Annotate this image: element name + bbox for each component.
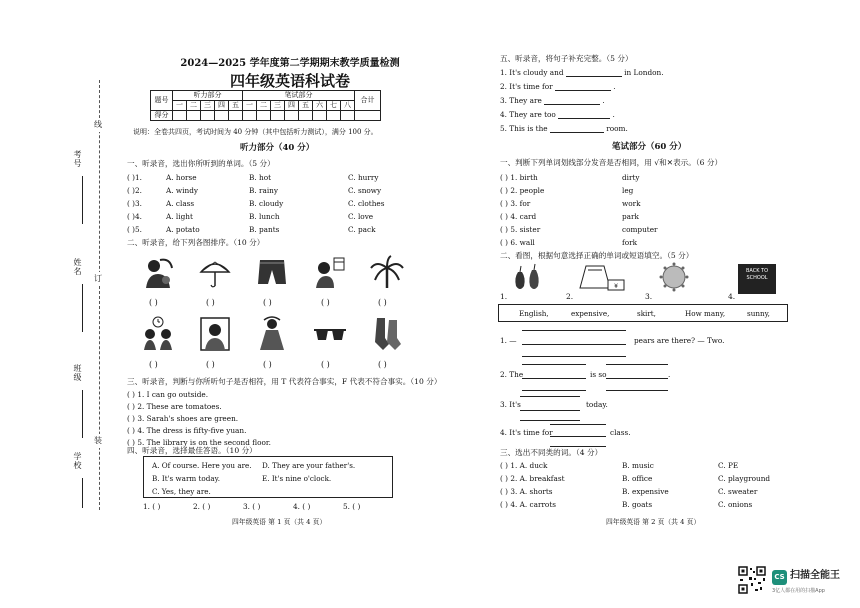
listening-q5-item[interactable]	[500, 110, 615, 119]
option: C. playground	[718, 474, 771, 483]
score-cell[interactable]	[187, 111, 201, 121]
score-cell[interactable]	[243, 111, 257, 121]
word-bank-item: English,	[519, 309, 549, 318]
exam-title: 2024—2025 学年度第二学期期末教学质量检测	[180, 58, 400, 69]
word: park	[622, 212, 639, 221]
score-cell[interactable]	[201, 111, 215, 121]
score-cell[interactable]	[229, 111, 243, 121]
exam-number-label: 考号	[73, 150, 82, 168]
binding-char-ding: 订	[94, 272, 102, 286]
score-cell[interactable]	[257, 111, 271, 121]
pic-label: 1.	[500, 292, 508, 301]
sentence-text: 4. They are too	[500, 110, 556, 119]
option: C. PE	[718, 461, 739, 470]
score-table	[150, 90, 381, 121]
word: work	[622, 199, 641, 208]
word-bank-item: How many,	[685, 309, 726, 318]
sun-picture	[654, 262, 694, 292]
sentence-text: 3. It's	[500, 400, 521, 409]
answer-line[interactable]	[522, 390, 586, 391]
sentence-text: .	[668, 370, 671, 379]
answer-line[interactable]	[606, 390, 668, 391]
answer-line[interactable]	[550, 446, 606, 447]
sentence-text: 1. It's cloudy and	[500, 68, 564, 77]
option: C. snowy	[348, 186, 382, 195]
listening-q5-item[interactable]	[500, 68, 664, 77]
writing-heading: 笔试部分（60 分）	[612, 142, 687, 152]
score-cell[interactable]	[327, 111, 341, 121]
word: fork	[622, 238, 638, 247]
exam-number-line	[82, 176, 83, 224]
answer-line[interactable]	[522, 356, 626, 357]
listening-q5-item[interactable]	[500, 82, 616, 91]
score-table-header: 题号	[151, 91, 173, 111]
girl-in-dress-picture	[254, 316, 290, 352]
answer-line[interactable]	[522, 330, 626, 331]
word-bank-box	[498, 304, 788, 322]
answer-paren[interactable]: ( )	[321, 360, 330, 369]
sentence-text: 1. —	[500, 336, 517, 345]
answer-blank[interactable]	[558, 118, 610, 119]
score-col: 三	[271, 101, 285, 111]
answer-blank[interactable]	[566, 76, 622, 77]
option: C. sweater	[718, 487, 758, 496]
option: C. Yes, they are.	[152, 487, 211, 496]
writing-q1-item[interactable]: ( ) 4. card	[500, 212, 537, 221]
answer-paren[interactable]: ( )	[263, 298, 272, 307]
listening-q3-title: 三、听录音，判断与你所听句子是否相符，用 T 代表符合事实，F 代表不符合事实。（10 分）	[127, 377, 442, 386]
qr-code-icon	[738, 566, 766, 594]
back-to-school-picture	[738, 264, 776, 294]
writing-q1-item[interactable]: ( ) 5. sister	[500, 225, 541, 234]
listening-heading: 听力部分（40 分）	[240, 143, 315, 153]
listening-q4-options-box	[143, 456, 393, 498]
writing-q3-item[interactable]: ( ) 3. A. shorts	[500, 487, 553, 496]
score-cell[interactable]	[313, 111, 327, 121]
name-line	[82, 284, 83, 332]
answer-blank[interactable]	[550, 132, 604, 133]
answer-line[interactable]	[520, 410, 580, 411]
option: B. office	[622, 474, 653, 483]
listening-q4-answer[interactable]: 3. ( )	[243, 502, 261, 511]
pears-picture	[510, 262, 546, 292]
option: A. horse	[166, 173, 197, 182]
writing-q1-item[interactable]: ( ) 2. people	[500, 186, 545, 195]
school-label: 学校	[73, 452, 82, 470]
writing-q2-sentence	[500, 336, 517, 345]
girl-with-calendar-picture	[312, 254, 348, 290]
listening-q1-num[interactable]: ( )4.	[127, 212, 142, 221]
page-1-footer: 四年级英语 第 1 页（共 4 页）	[232, 518, 327, 526]
answer-paren[interactable]: ( )	[149, 360, 158, 369]
sentence-text: in London.	[624, 68, 664, 77]
page-2-footer: 四年级英语 第 2 页（共 4 页）	[606, 518, 701, 526]
answer-paren[interactable]: ( )	[206, 298, 215, 307]
socks-picture	[369, 316, 405, 352]
writing-q1-item[interactable]: ( ) 3. for	[500, 199, 531, 208]
class-line	[82, 390, 83, 438]
svg-text:¥: ¥	[614, 283, 618, 290]
answer-line[interactable]	[522, 378, 586, 379]
score-cell[interactable]	[215, 111, 229, 121]
answer-paren[interactable]: ( )	[321, 298, 330, 307]
listening-q3-item[interactable]: ( ) 3. Sarah's shoes are green.	[127, 414, 239, 423]
score-cell[interactable]	[285, 111, 299, 121]
score-cell[interactable]	[299, 111, 313, 121]
listening-q5-item[interactable]	[500, 124, 628, 133]
score-table-total: 合计	[355, 91, 381, 111]
pic-label: 2.	[566, 292, 574, 301]
writing-q2-title: 二、看图，根据句意选择正确的单词或短语填空。（5 分）	[500, 251, 694, 260]
score-row-label: 得分	[151, 111, 173, 121]
score-col: 五	[299, 101, 313, 111]
score-col: 一	[243, 101, 257, 111]
option: C. onions	[718, 500, 753, 509]
listening-q1-num[interactable]: ( )1.	[127, 173, 142, 182]
score-table-listening: 听力部分	[173, 91, 243, 101]
pic-label: 3.	[645, 292, 653, 301]
answer-paren[interactable]: ( )	[263, 360, 272, 369]
option: A. potato	[166, 225, 200, 234]
listening-q3-item[interactable]: ( ) 2. These are tomatoes.	[127, 402, 222, 411]
score-col: 二	[187, 101, 201, 111]
camscanner-tagline: 3亿人都在用的扫描App	[772, 588, 825, 594]
writing-q3-item[interactable]: ( ) 1. A. duck	[500, 461, 548, 470]
option: B. lunch	[249, 212, 280, 221]
listening-q3-item[interactable]: ( ) 4. The dress is fifty-five yuan.	[127, 426, 247, 435]
answer-line[interactable]	[522, 364, 586, 365]
word: computer	[622, 225, 658, 234]
listening-q2-title: 二、听录音，给下列各图排序。（10 分）	[127, 238, 265, 247]
exam-instructions: 说明：全卷共四页，考试时间为 40 分钟（其中包括听力测试），满分 100 分。	[133, 128, 378, 136]
sentence-text: .	[612, 110, 615, 119]
listening-q4-answer[interactable]: 5. ( )	[343, 502, 361, 511]
score-col: 八	[341, 101, 355, 111]
option: C. clothes	[348, 199, 385, 208]
score-col: 二	[257, 101, 271, 111]
word-bank-item: skirt,	[637, 309, 656, 318]
school-sign-text: BACK TO SCHOOL	[745, 268, 769, 281]
kids-playing-picture	[140, 254, 176, 290]
option: A. class	[166, 199, 195, 208]
option: B. It's warm today.	[152, 474, 220, 483]
sentence-text: .	[613, 82, 616, 91]
score-table-writing: 笔试部分	[243, 91, 355, 101]
answer-line[interactable]	[550, 424, 606, 425]
listening-q5-item[interactable]	[500, 96, 605, 105]
sentence-text: 3. They are	[500, 96, 542, 105]
option: D. They are your father's.	[262, 461, 356, 470]
answer-paren[interactable]: ( )	[206, 360, 215, 369]
umbrella-picture	[197, 254, 233, 290]
option: B. expensive	[622, 487, 669, 496]
option: B. rainy	[249, 186, 278, 195]
answer-paren[interactable]: ( )	[378, 360, 387, 369]
option: A. light	[166, 212, 193, 221]
option: A. Of course. Here you are.	[152, 461, 252, 470]
writing-q1-item[interactable]: ( ) 6. wall	[500, 238, 535, 247]
answer-line[interactable]	[520, 396, 580, 397]
listening-q4-answer[interactable]: 4. ( )	[293, 502, 311, 511]
score-cell-total[interactable]	[355, 111, 381, 121]
writing-q3-item[interactable]: ( ) 4. A. carrots	[500, 500, 557, 509]
score-cell[interactable]	[341, 111, 355, 121]
option: C. pack	[348, 225, 376, 234]
score-col: 五	[229, 101, 243, 111]
option: B. goats	[622, 500, 653, 509]
listening-q3-item[interactable]: ( ) 1. I can go outside.	[127, 390, 209, 399]
score-cell[interactable]	[271, 111, 285, 121]
score-cell[interactable]	[173, 111, 187, 121]
sentence-text: room.	[606, 124, 628, 133]
listening-q3-item[interactable]: ( ) 5. The library is on the second floor.	[127, 438, 271, 447]
option: C. love	[348, 212, 374, 221]
palm-tree-picture	[369, 254, 405, 290]
score-col: 一	[173, 101, 187, 111]
listening-q1-title: 一、听录音，选出你所听到的单词。（5 分）	[127, 159, 275, 168]
score-col: 四	[215, 101, 229, 111]
option: B. pants	[249, 225, 280, 234]
option: B. hot	[249, 173, 272, 182]
sentence-text: 2. The	[500, 370, 524, 379]
sentence-text: 2. It's time for	[500, 82, 553, 91]
person-in-frame-picture	[197, 316, 233, 352]
name-label: 姓名	[73, 258, 82, 276]
sunglasses-picture	[312, 316, 348, 352]
sentence-text: today.	[586, 400, 608, 409]
writing-q3-item[interactable]: ( ) 2. A. breakfast	[500, 474, 565, 483]
listening-q5-title: 五、听录音，将句子补充完整。（5 分）	[500, 54, 633, 63]
answer-paren[interactable]: ( )	[149, 298, 158, 307]
listening-q4-answer[interactable]: 2. ( )	[193, 502, 211, 511]
writing-q1-item[interactable]: ( ) 1. birth	[500, 173, 538, 182]
word-bank-item: sunny,	[747, 309, 770, 318]
listening-q4-answer[interactable]: 1. ( )	[143, 502, 161, 511]
answer-line[interactable]	[520, 420, 580, 421]
skirt-with-price-picture	[576, 262, 626, 292]
shorts-picture	[254, 254, 290, 290]
word-bank-item: expensive,	[571, 309, 610, 318]
score-col: 三	[201, 101, 215, 111]
option: C. hurry	[348, 173, 379, 182]
writing-q3-title: 三、选出不同类的词。（4 分）	[500, 448, 603, 457]
answer-blank[interactable]	[544, 104, 600, 105]
listening-q1-num[interactable]: ( )2.	[127, 186, 142, 195]
answer-line[interactable]	[606, 364, 668, 365]
score-col: 七	[327, 101, 341, 111]
answer-paren[interactable]: ( )	[378, 298, 387, 307]
option: E. It's nine o'clock.	[262, 474, 332, 483]
binding-char-xian: 线	[94, 118, 102, 132]
writing-q1-title: 一、判断下列单词划线部分发音是否相同，用 √和✕表示。（6 分）	[500, 158, 723, 167]
listening-q1-num[interactable]: ( )3.	[127, 199, 142, 208]
exam-subject: 四年级英语科试卷	[229, 72, 350, 90]
option: B. music	[622, 461, 654, 470]
sentence-text: class.	[610, 428, 631, 437]
class-label: 班级	[73, 364, 82, 382]
score-col: 四	[285, 101, 299, 111]
sentence-text: is so	[590, 370, 607, 379]
option: A. windy	[166, 186, 198, 195]
option: B. cloudy	[249, 199, 284, 208]
school-line	[82, 478, 83, 508]
answer-line[interactable]	[606, 378, 668, 379]
kids-with-clock-picture	[140, 316, 176, 352]
pic-label: 4.	[728, 292, 736, 301]
answer-line[interactable]	[522, 344, 626, 345]
answer-line[interactable]	[550, 436, 606, 437]
word: leg	[622, 186, 634, 195]
sentence-text: .	[602, 96, 605, 105]
camscanner-name: 扫描全能王	[790, 570, 840, 581]
camscanner-logo-icon: CS	[772, 570, 787, 585]
answer-blank[interactable]	[555, 90, 611, 91]
score-col: 六	[313, 101, 327, 111]
listening-q1-num[interactable]: ( )5.	[127, 225, 142, 234]
sentence-text: 4. It's time for	[500, 428, 553, 437]
sentence-text: pears are there? — Two.	[634, 336, 725, 345]
binding-char-zhuang: 装	[94, 434, 102, 448]
sentence-text: 5. This is the	[500, 124, 548, 133]
word: dirty	[622, 173, 640, 182]
listening-q4-title: 四、听录音，选择最佳答语。（10 分）	[127, 446, 257, 455]
